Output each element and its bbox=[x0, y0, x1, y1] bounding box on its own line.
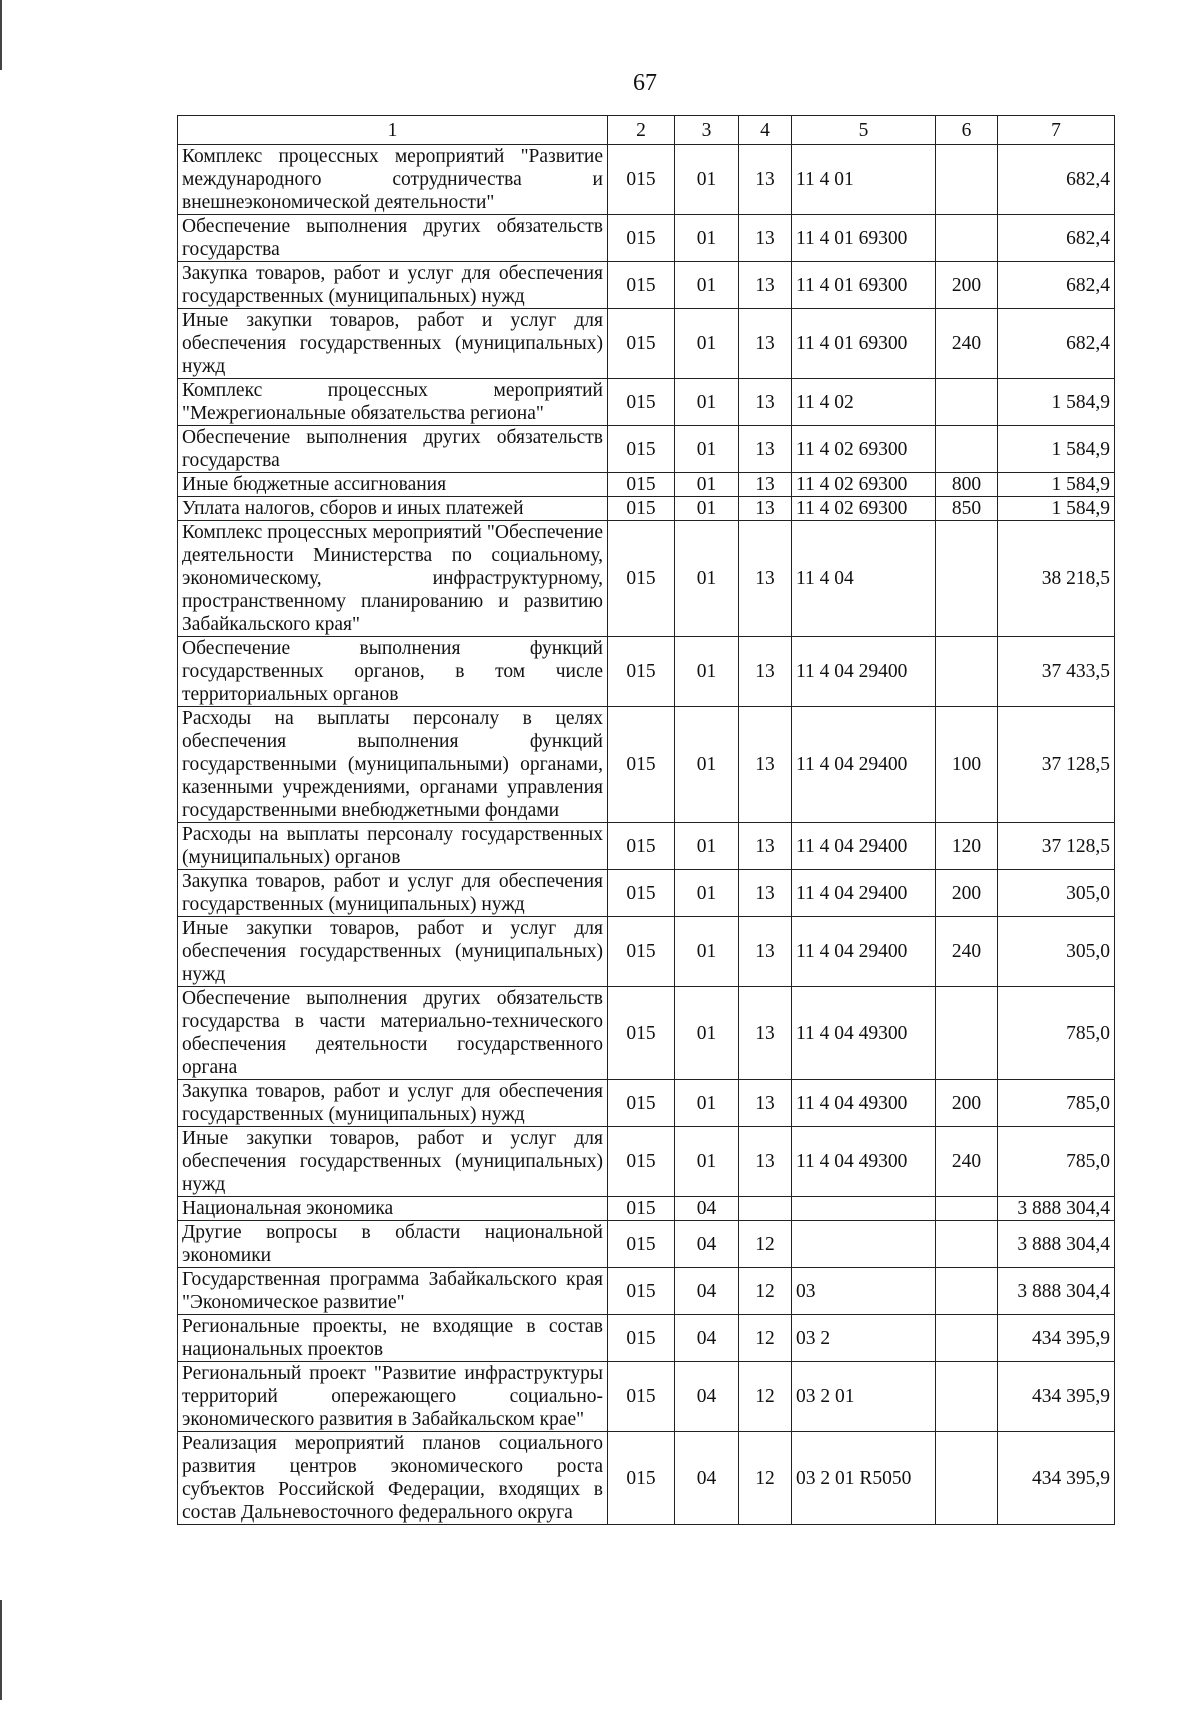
row-name-cell: Обеспечение выполнения функций государственных органов, в том числе территориальных органов bbox=[178, 637, 608, 707]
row-name-cell: Расходы на выплаты персоналу в целях обеспечения выполнения функций государственными (муниципальными) органами, казенными учреждениями, органами управления государственными внебюджетными фондами bbox=[178, 707, 608, 823]
row-code-cell: 015 bbox=[608, 1432, 675, 1525]
row-code-cell: 015 bbox=[608, 1127, 675, 1197]
row-amount-cell: 3 888 304,4 bbox=[998, 1268, 1115, 1315]
row-code-cell: 015 bbox=[608, 1197, 675, 1221]
row-code-cell: 015 bbox=[608, 497, 675, 521]
row-subsection-cell: 13 bbox=[739, 521, 792, 637]
row-code-cell: 015 bbox=[608, 707, 675, 823]
row-section-cell: 01 bbox=[675, 379, 739, 426]
row-section-cell: 01 bbox=[675, 473, 739, 497]
row-subsection-cell: 13 bbox=[739, 917, 792, 987]
row-section-cell: 04 bbox=[675, 1315, 739, 1362]
table-row bbox=[178, 473, 1115, 497]
row-section-cell: 04 bbox=[675, 1221, 739, 1268]
row-target-article-cell: 03 2 bbox=[792, 1315, 936, 1362]
row-section-cell: 01 bbox=[675, 215, 739, 262]
row-code-cell: 015 bbox=[608, 473, 675, 497]
row-code-cell: 015 bbox=[608, 1221, 675, 1268]
row-target-article-cell bbox=[792, 1221, 936, 1268]
table-row bbox=[178, 309, 1115, 379]
row-code-cell: 015 bbox=[608, 215, 675, 262]
row-subsection-cell: 13 bbox=[739, 379, 792, 426]
row-name-cell: Расходы на выплаты персоналу государственных (муниципальных) органов bbox=[178, 823, 608, 870]
row-target-article-cell: 11 4 04 29400 bbox=[792, 870, 936, 917]
row-target-article-cell bbox=[792, 1197, 936, 1221]
row-amount-cell: 682,4 bbox=[998, 262, 1115, 309]
row-expense-type-cell bbox=[936, 1315, 998, 1362]
row-subsection-cell: 13 bbox=[739, 1127, 792, 1197]
row-subsection-cell: 13 bbox=[739, 215, 792, 262]
row-amount-cell: 682,4 bbox=[998, 145, 1115, 215]
row-code-cell: 015 bbox=[608, 262, 675, 309]
row-section-cell: 01 bbox=[675, 870, 739, 917]
row-amount-cell: 434 395,9 bbox=[998, 1315, 1115, 1362]
row-name-cell: Иные закупки товаров, работ и услуг для обеспечения государственных (муниципальных) нужд bbox=[178, 309, 608, 379]
row-name-cell: Обеспечение выполнения других обязательств государства bbox=[178, 215, 608, 262]
row-expense-type-cell bbox=[936, 426, 998, 473]
row-amount-cell: 37 128,5 bbox=[998, 823, 1115, 870]
row-section-cell: 01 bbox=[675, 917, 739, 987]
row-name-cell: Региональный проект "Развитие инфраструктуры территорий опережающего социально-экономического развития в Забайкальском крае" bbox=[178, 1362, 608, 1432]
row-target-article-cell: 11 4 02 69300 bbox=[792, 426, 936, 473]
row-name-cell: Уплата налогов, сборов и иных платежей bbox=[178, 497, 608, 521]
table-row bbox=[178, 1080, 1115, 1127]
row-expense-type-cell bbox=[936, 987, 998, 1080]
row-name-cell: Комплекс процессных мероприятий "Межрегиональные обязательства региона" bbox=[178, 379, 608, 426]
row-section-cell: 01 bbox=[675, 309, 739, 379]
row-name-cell: Государственная программа Забайкальского края "Экономическое развитие" bbox=[178, 1268, 608, 1315]
row-expense-type-cell: 200 bbox=[936, 870, 998, 917]
row-code-cell: 015 bbox=[608, 1268, 675, 1315]
row-code-cell: 015 bbox=[608, 917, 675, 987]
row-code-cell: 015 bbox=[608, 1362, 675, 1432]
row-subsection-cell: 13 bbox=[739, 1080, 792, 1127]
row-target-article-cell: 11 4 04 29400 bbox=[792, 637, 936, 707]
table-row bbox=[178, 870, 1115, 917]
row-section-cell: 01 bbox=[675, 1127, 739, 1197]
row-section-cell: 01 bbox=[675, 262, 739, 309]
table-row bbox=[178, 426, 1115, 473]
row-subsection-cell: 13 bbox=[739, 497, 792, 521]
column-header: 2 bbox=[608, 116, 675, 145]
row-target-article-cell: 11 4 01 69300 bbox=[792, 309, 936, 379]
row-target-article-cell: 11 4 04 49300 bbox=[792, 987, 936, 1080]
row-code-cell: 015 bbox=[608, 870, 675, 917]
row-name-cell: Региональные проекты, не входящие в состав национальных проектов bbox=[178, 1315, 608, 1362]
row-target-article-cell: 11 4 04 29400 bbox=[792, 707, 936, 823]
row-subsection-cell: 13 bbox=[739, 262, 792, 309]
column-header: 3 bbox=[675, 116, 739, 145]
row-subsection-cell bbox=[739, 1197, 792, 1221]
table-row bbox=[178, 707, 1115, 823]
row-subsection-cell: 13 bbox=[739, 145, 792, 215]
row-subsection-cell: 13 bbox=[739, 987, 792, 1080]
row-section-cell: 01 bbox=[675, 823, 739, 870]
row-amount-cell: 305,0 bbox=[998, 870, 1115, 917]
row-expense-type-cell: 240 bbox=[936, 1127, 998, 1197]
row-subsection-cell: 13 bbox=[739, 426, 792, 473]
row-amount-cell: 682,4 bbox=[998, 215, 1115, 262]
column-header: 6 bbox=[936, 116, 998, 145]
scan-edge-top bbox=[0, 0, 2, 70]
row-expense-type-cell bbox=[936, 1362, 998, 1432]
row-name-cell: Реализация мероприятий планов социального развития центров экономического роста субъектов Российской Федерации, входящих в состав Дальневосточного федерального округа bbox=[178, 1432, 608, 1525]
row-target-article-cell: 03 2 01 R5050 bbox=[792, 1432, 936, 1525]
row-amount-cell: 785,0 bbox=[998, 987, 1115, 1080]
row-section-cell: 04 bbox=[675, 1432, 739, 1525]
row-code-cell: 015 bbox=[608, 1080, 675, 1127]
row-target-article-cell: 03 2 01 bbox=[792, 1362, 936, 1432]
budget-table bbox=[177, 115, 1115, 1525]
row-target-article-cell: 11 4 01 69300 bbox=[792, 262, 936, 309]
table-row bbox=[178, 637, 1115, 707]
row-subsection-cell: 12 bbox=[739, 1362, 792, 1432]
row-code-cell: 015 bbox=[608, 379, 675, 426]
table-row bbox=[178, 1127, 1115, 1197]
row-expense-type-cell: 100 bbox=[936, 707, 998, 823]
row-expense-type-cell bbox=[936, 637, 998, 707]
row-section-cell: 01 bbox=[675, 707, 739, 823]
row-target-article-cell: 11 4 04 29400 bbox=[792, 917, 936, 987]
row-subsection-cell: 13 bbox=[739, 823, 792, 870]
row-subsection-cell: 13 bbox=[739, 309, 792, 379]
row-target-article-cell: 11 4 01 69300 bbox=[792, 215, 936, 262]
column-header: 1 bbox=[178, 116, 608, 145]
row-subsection-cell: 12 bbox=[739, 1221, 792, 1268]
row-code-cell: 015 bbox=[608, 823, 675, 870]
table-header-row bbox=[178, 116, 1115, 145]
row-expense-type-cell: 240 bbox=[936, 917, 998, 987]
row-target-article-cell: 11 4 04 49300 bbox=[792, 1080, 936, 1127]
row-name-cell: Закупка товаров, работ и услуг для обеспечения государственных (муниципальных) нужд bbox=[178, 1080, 608, 1127]
row-code-cell: 015 bbox=[608, 1315, 675, 1362]
row-section-cell: 04 bbox=[675, 1268, 739, 1315]
row-expense-type-cell: 850 bbox=[936, 497, 998, 521]
table-row bbox=[178, 1362, 1115, 1432]
row-section-cell: 04 bbox=[675, 1197, 739, 1221]
row-name-cell: Обеспечение выполнения других обязательств государства bbox=[178, 426, 608, 473]
table-row bbox=[178, 823, 1115, 870]
row-amount-cell: 434 395,9 bbox=[998, 1432, 1115, 1525]
row-target-article-cell: 11 4 04 bbox=[792, 521, 936, 637]
row-section-cell: 01 bbox=[675, 497, 739, 521]
row-amount-cell: 1 584,9 bbox=[998, 426, 1115, 473]
row-section-cell: 01 bbox=[675, 1080, 739, 1127]
row-expense-type-cell: 800 bbox=[936, 473, 998, 497]
row-amount-cell: 37 433,5 bbox=[998, 637, 1115, 707]
table-row bbox=[178, 917, 1115, 987]
row-amount-cell: 3 888 304,4 bbox=[998, 1221, 1115, 1268]
row-section-cell: 04 bbox=[675, 1362, 739, 1432]
row-amount-cell: 434 395,9 bbox=[998, 1362, 1115, 1432]
row-amount-cell: 785,0 bbox=[998, 1080, 1115, 1127]
row-expense-type-cell bbox=[936, 1268, 998, 1315]
table-row bbox=[178, 379, 1115, 426]
row-target-article-cell: 11 4 02 bbox=[792, 379, 936, 426]
row-subsection-cell: 13 bbox=[739, 473, 792, 497]
row-expense-type-cell bbox=[936, 1432, 998, 1525]
table-row bbox=[178, 1221, 1115, 1268]
row-section-cell: 01 bbox=[675, 637, 739, 707]
row-amount-cell: 1 584,9 bbox=[998, 473, 1115, 497]
row-code-cell: 015 bbox=[608, 426, 675, 473]
row-expense-type-cell bbox=[936, 145, 998, 215]
page-number: 67 bbox=[633, 70, 657, 96]
table-row bbox=[178, 1432, 1115, 1525]
row-amount-cell: 37 128,5 bbox=[998, 707, 1115, 823]
row-name-cell: Комплекс процессных мероприятий "Обеспечение деятельности Министерства по социальному, экономическому, инфраструктурному, пространственному планированию и развитию Забайкальского края" bbox=[178, 521, 608, 637]
row-name-cell: Комплекс процессных мероприятий "Развитие международного сотрудничества и внешнеэкономической деятельности" bbox=[178, 145, 608, 215]
row-expense-type-cell: 240 bbox=[936, 309, 998, 379]
row-expense-type-cell bbox=[936, 215, 998, 262]
row-subsection-cell: 12 bbox=[739, 1268, 792, 1315]
table-row bbox=[178, 262, 1115, 309]
row-subsection-cell: 12 bbox=[739, 1315, 792, 1362]
row-target-article-cell: 11 4 02 69300 bbox=[792, 473, 936, 497]
row-expense-type-cell bbox=[936, 521, 998, 637]
row-section-cell: 01 bbox=[675, 987, 739, 1080]
row-expense-type-cell: 200 bbox=[936, 1080, 998, 1127]
row-amount-cell: 38 218,5 bbox=[998, 521, 1115, 637]
row-subsection-cell: 13 bbox=[739, 870, 792, 917]
row-expense-type-cell: 120 bbox=[936, 823, 998, 870]
table-row bbox=[178, 1315, 1115, 1362]
table-row bbox=[178, 1197, 1115, 1221]
table-row bbox=[178, 521, 1115, 637]
table-row bbox=[178, 215, 1115, 262]
row-name-cell: Закупка товаров, работ и услуг для обеспечения государственных (муниципальных) нужд bbox=[178, 262, 608, 309]
row-code-cell: 015 bbox=[608, 145, 675, 215]
row-section-cell: 01 bbox=[675, 145, 739, 215]
table-row bbox=[178, 1268, 1115, 1315]
row-target-article-cell: 11 4 02 69300 bbox=[792, 497, 936, 521]
row-expense-type-cell bbox=[936, 379, 998, 426]
row-target-article-cell: 03 bbox=[792, 1268, 936, 1315]
row-expense-type-cell: 200 bbox=[936, 262, 998, 309]
row-code-cell: 015 bbox=[608, 987, 675, 1080]
row-name-cell: Иные закупки товаров, работ и услуг для обеспечения государственных (муниципальных) нужд bbox=[178, 917, 608, 987]
row-target-article-cell: 11 4 04 29400 bbox=[792, 823, 936, 870]
column-header: 5 bbox=[792, 116, 936, 145]
row-subsection-cell: 12 bbox=[739, 1432, 792, 1525]
row-subsection-cell: 13 bbox=[739, 707, 792, 823]
row-code-cell: 015 bbox=[608, 309, 675, 379]
column-header: 4 bbox=[739, 116, 792, 145]
row-amount-cell: 305,0 bbox=[998, 917, 1115, 987]
row-amount-cell: 1 584,9 bbox=[998, 497, 1115, 521]
scan-edge-bottom bbox=[0, 1600, 2, 1700]
row-amount-cell: 785,0 bbox=[998, 1127, 1115, 1197]
column-header: 7 bbox=[998, 116, 1115, 145]
row-section-cell: 01 bbox=[675, 426, 739, 473]
row-name-cell: Национальная экономика bbox=[178, 1197, 608, 1221]
row-code-cell: 015 bbox=[608, 521, 675, 637]
row-name-cell: Другие вопросы в области национальной экономики bbox=[178, 1221, 608, 1268]
row-name-cell: Иные бюджетные ассигнования bbox=[178, 473, 608, 497]
row-amount-cell: 3 888 304,4 bbox=[998, 1197, 1115, 1221]
row-name-cell: Иные закупки товаров, работ и услуг для обеспечения государственных (муниципальных) нужд bbox=[178, 1127, 608, 1197]
row-expense-type-cell bbox=[936, 1197, 998, 1221]
row-expense-type-cell bbox=[936, 1221, 998, 1268]
row-amount-cell: 1 584,9 bbox=[998, 379, 1115, 426]
row-subsection-cell: 13 bbox=[739, 637, 792, 707]
row-name-cell: Закупка товаров, работ и услуг для обеспечения государственных (муниципальных) нужд bbox=[178, 870, 608, 917]
row-amount-cell: 682,4 bbox=[998, 309, 1115, 379]
row-section-cell: 01 bbox=[675, 521, 739, 637]
row-target-article-cell: 11 4 04 49300 bbox=[792, 1127, 936, 1197]
table-row bbox=[178, 987, 1115, 1080]
row-name-cell: Обеспечение выполнения других обязательств государства в части материально-технического обеспечения деятельности государственного органа bbox=[178, 987, 608, 1080]
table-row bbox=[178, 497, 1115, 521]
table-row bbox=[178, 145, 1115, 215]
row-code-cell: 015 bbox=[608, 637, 675, 707]
row-target-article-cell: 11 4 01 bbox=[792, 145, 936, 215]
